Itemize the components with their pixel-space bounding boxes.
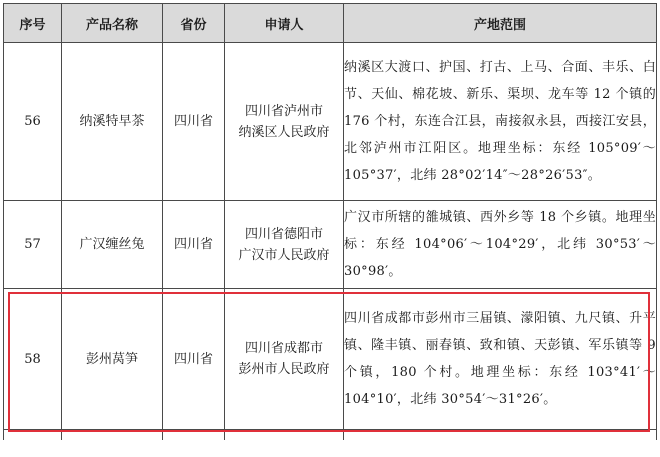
cell-empty	[163, 430, 225, 441]
table-row	[4, 289, 657, 430]
applicant-line: 四川省成都市	[244, 341, 323, 356]
cell-applicant	[225, 43, 344, 201]
cell-province: 四川省	[163, 43, 225, 201]
header-province: 省份	[163, 4, 225, 43]
table-row	[4, 201, 657, 289]
cell-area: 广汉市所辖的雒城镇、西外乡等 18 个乡镇。地理坐标：东经 104°06′～104°29′，北纬 30°53′～30°98′。	[344, 201, 657, 289]
applicant-line: 纳溪区人民政府	[238, 124, 330, 140]
applicant-line: 四川省德阳市	[244, 226, 323, 242]
applicant-line: 四川省泸州市	[244, 103, 323, 119]
cell-no: 58	[4, 289, 62, 430]
cell-empty	[344, 430, 657, 441]
cell-province: 四川省	[163, 201, 225, 289]
cell-applicant	[225, 201, 344, 289]
cell-no: 56	[4, 43, 62, 201]
cell-province: 四川省	[163, 289, 225, 430]
cell-empty	[225, 430, 344, 441]
header-applicant: 申请人	[225, 4, 344, 43]
header-area: 产地范围	[344, 4, 657, 43]
cell-product: 彭州莴笋	[62, 289, 163, 430]
cell-product: 纳溪特早茶	[62, 43, 163, 201]
product-registry-table	[3, 3, 657, 440]
cell-no: 57	[4, 201, 62, 289]
cell-area: 四川省成都市彭州市三届镇、濛阳镇、九尺镇、升平镇、隆丰镇、丽春镇、致和镇、天彭镇、军乐镇等 9 个镇，180 个村。地理坐标：东经 103°41′～104°10′，北纬 30°54′～31°26′。	[344, 289, 657, 430]
applicant-line: 彭州市人民政府	[238, 362, 330, 377]
cell-empty	[62, 430, 163, 441]
table-row-partial	[4, 430, 657, 441]
applicant-line: 广汉市人民政府	[238, 247, 330, 263]
cell-applicant	[225, 289, 344, 430]
header-no: 序号	[4, 4, 62, 43]
cell-empty	[4, 430, 62, 441]
table-row	[4, 43, 657, 201]
cell-area: 纳溪区大渡口、护国、打古、上马、合面、丰乐、白节、天仙、棉花坡、新乐、渠坝、龙车等 12 个镇的 176 个村，东连合江县，南接叙永县，西接江安县，北邻泸州市江阳区。地理坐标：东经 105°09′～105°37′，北纬 28°02′14″～28°26′53″。	[344, 43, 657, 201]
cell-product: 广汉缠丝兔	[62, 201, 163, 289]
header-product: 产品名称	[62, 4, 163, 43]
header-row	[4, 4, 657, 43]
